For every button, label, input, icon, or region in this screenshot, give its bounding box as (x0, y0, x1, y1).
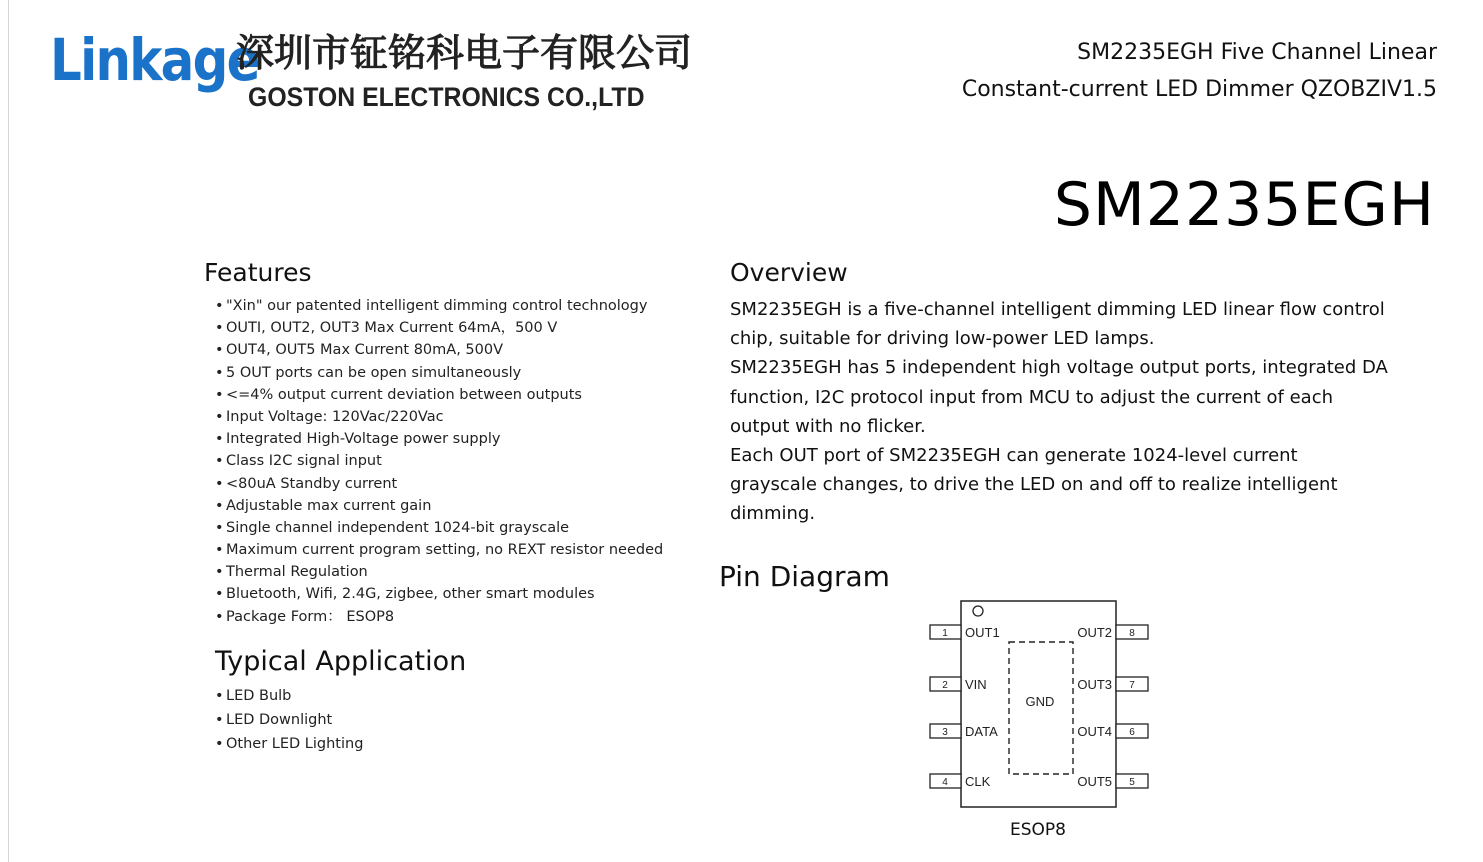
pin-number: 6 (1129, 727, 1135, 738)
ground-pad-label: GND (1025, 694, 1055, 709)
overview-heading: Overview (730, 258, 848, 287)
overview-paragraph: SM2235EGH is a five-channel intelligent dimming LED linear flow control chip, suitable for driving low-power LED lamps. (730, 299, 1385, 350)
list-item: • Maximum current program setting, no REXT resistor needed (215, 540, 663, 562)
list-item: • Single channel independent 1024-bit grayscale (215, 518, 663, 540)
list-item: • Class I2C signal input (215, 451, 663, 473)
company-name-chinese: 深圳市钲铭科电子有限公司 (236, 31, 693, 75)
document-title (962, 34, 1437, 108)
list-item: • "Xin" our patented intelligent dimming control technology (215, 296, 663, 318)
list-item: • Integrated High-Voltage power supply (215, 429, 663, 451)
overview-body (730, 295, 1390, 529)
list-item: • 5 OUT ports can be open simultaneously (215, 363, 663, 385)
pin-label: OUT2 (1077, 625, 1112, 640)
list-item: • LED Bulb (215, 686, 363, 710)
chip-name: SM2235EGH (1053, 170, 1435, 240)
pin-number: 2 (942, 680, 948, 691)
list-item: • OUTI, OUT2, OUT3 Max Current 64mA，500 V (215, 318, 663, 340)
list-item: • <=4% output current deviation between outputs (215, 385, 663, 407)
list-item: • Package Form： ESOP8 (215, 607, 663, 629)
company-name-english: GOSTON ELECTRONICS CO.,LTD (248, 82, 645, 112)
pin-diagram (920, 596, 1160, 816)
pin-number: 1 (942, 628, 948, 639)
pin-label: OUT1 (965, 625, 1000, 640)
pin-label: DATA (965, 724, 998, 739)
pin-number: 7 (1129, 680, 1135, 691)
overview-paragraph: Each OUT port of SM2235EGH can generate 1024-level current grayscale changes, to drive the LED on and off to realize intelligent dimming. (730, 445, 1338, 525)
pin-label: VIN (965, 677, 987, 692)
list-item: • Other LED Lighting (215, 734, 363, 758)
list-item: • <80uA Standby current (215, 474, 663, 496)
pin-label: OUT4 (1077, 724, 1112, 739)
page-edge (8, 0, 9, 862)
document-title-line-2: Constant-current LED Dimmer QZOBZIV1.5 (961, 77, 1437, 102)
document-title-line-1: SM2235EGH Five Channel Linear (1077, 40, 1437, 65)
pin-number: 3 (942, 727, 948, 738)
company-logo: Linkage (50, 26, 259, 94)
applications-list (215, 686, 363, 758)
features-heading: Features (204, 258, 312, 287)
pin-label: OUT5 (1077, 774, 1112, 789)
list-item: • LED Downlight (215, 710, 363, 734)
pin-label: OUT3 (1077, 677, 1112, 692)
list-item: • Adjustable max current gain (215, 496, 663, 518)
overview-paragraph: SM2235EGH has 5 independent high voltage output ports, integrated DA function, I2C protocol input from MCU to adjust the current of each output with no flicker. (730, 357, 1388, 437)
pin-number: 5 (1129, 777, 1135, 788)
applications-heading: Typical Application (215, 646, 467, 677)
pin-label: CLK (965, 774, 991, 789)
pin-number: 8 (1129, 628, 1135, 639)
pin-diagram-heading: Pin Diagram (719, 560, 890, 593)
features-list (215, 296, 663, 629)
list-item: • Input Voltage: 120Vac/220Vac (215, 407, 663, 429)
list-item: • OUT4, OUT5 Max Current 80mA, 500V (215, 340, 663, 362)
package-label: ESOP8 (1010, 820, 1066, 840)
list-item: • Bluetooth, Wifi, 2.4G, zigbee, other smart modules (215, 584, 663, 606)
pin-number: 4 (942, 777, 948, 788)
list-item: • Thermal Regulation (215, 562, 663, 584)
